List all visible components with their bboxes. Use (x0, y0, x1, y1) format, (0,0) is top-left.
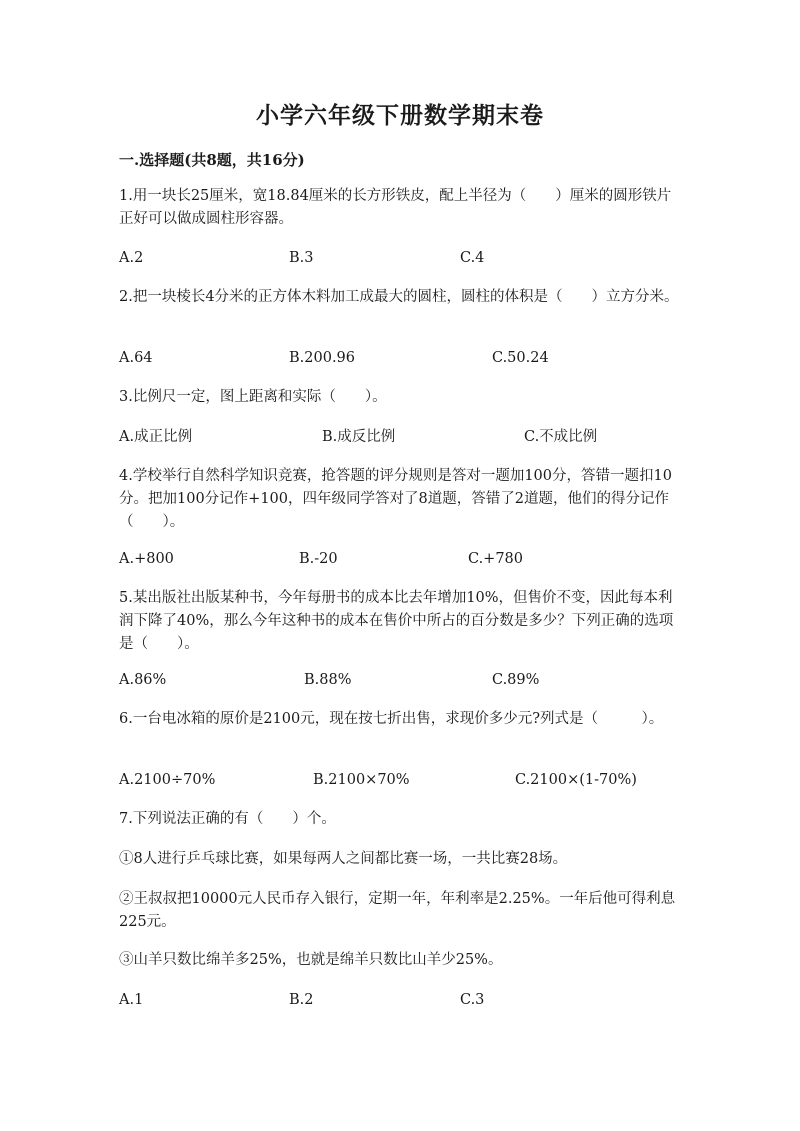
option-a: A.1 (119, 992, 144, 1008)
option-c: C.不成比例 (524, 429, 598, 445)
option-a: A.86% (119, 672, 167, 688)
option-a: A.64 (119, 350, 153, 366)
option-a: A.成正比例 (119, 429, 193, 445)
question-1: 1.用一块长25厘米，宽18.84厘米的长方形铁皮，配上半径为（ ）厘米的圆形铁片正好可以做成圆柱形容器。 (119, 188, 672, 227)
question-3-options (119, 426, 719, 449)
question-7: 7.下列说法正确的有（ ）个。 (119, 811, 336, 827)
option-c: C.4 (460, 250, 485, 266)
question-6-options (119, 769, 719, 792)
question-4: 4.学校举行自然科学知识竞赛，抢答题的评分规则是答对一题加100分，答错一题扣10分。把加100分记作+100，四年级同学答对了8道题，答错了2道题，他们的得分记作（ ）。 (119, 468, 672, 530)
option-b: B.2100×70% (313, 772, 410, 788)
statement-3: ③山羊只数比绵羊多25%，也就是绵羊只数比山羊少25%。 (119, 952, 503, 968)
option-a: A.+800 (119, 551, 174, 567)
question-5-options (119, 669, 719, 692)
option-b: B.88% (304, 672, 352, 688)
option-b: B.2 (289, 992, 314, 1008)
statement-1: ①8人进行乒乓球比赛，如果每两人之间都比赛一场，一共比赛28场。 (119, 851, 568, 867)
statement-2: ②王叔叔把10000元人民币存入银行，定期一年，年利率是2.25%。一年后他可得利息225元。 (119, 891, 676, 930)
option-b: B.200.96 (289, 350, 356, 366)
option-b: B.-20 (299, 551, 338, 567)
option-b: B.3 (289, 250, 314, 266)
option-c: C.50.24 (492, 350, 549, 366)
section-heading: 一.选择题(共8题，共16分) (119, 151, 305, 169)
option-c: C.89% (492, 672, 540, 688)
question-7-options (119, 989, 719, 1012)
question-2-options (119, 347, 719, 370)
option-a: A.2100÷70% (119, 772, 216, 788)
question-3: 3.比例尺一定，图上距离和实际（ ）。 (119, 389, 387, 405)
question-6: 6.一台电冰箱的原价是2100元，现在按七折出售，求现价多少元?列式是（ ）。 (119, 711, 664, 727)
option-b: B.成反比例 (322, 429, 396, 445)
question-4-options (119, 548, 719, 571)
question-2: 2.把一块棱长4分米的正方体木料加工成最大的圆柱，圆柱的体积是（ ）立方分米。 (119, 289, 679, 305)
option-a: A.2 (119, 250, 144, 266)
question-1-options (119, 247, 719, 270)
option-c: C.+780 (468, 551, 524, 567)
option-c: C.3 (460, 992, 485, 1008)
option-c: C.2100×(1-70%) (515, 772, 637, 788)
page-title: 小学六年级下册数学期末卷 (256, 102, 544, 129)
question-5: 5.某出版社出版某种书，今年每册书的成本比去年增加10%，但售价不变，因此每本利润下降了40%，那么今年这种书的成本在售价中所占的百分数是多少？下列正确的选项是（ ）。 (119, 590, 674, 652)
